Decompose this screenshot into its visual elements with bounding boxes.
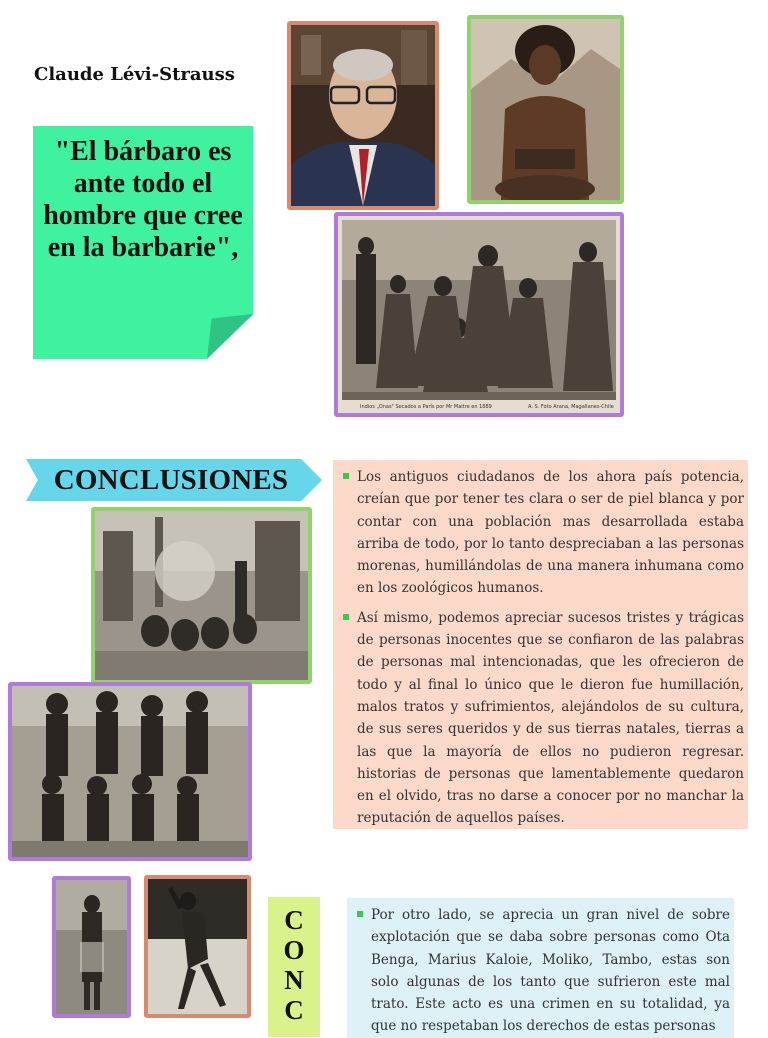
vertical-banner-text (268, 905, 320, 1025)
dancing-person-photo (144, 875, 251, 1018)
vertical-letter: N (284, 965, 304, 995)
quote-text: "El bárbaro es ante todo el hombre que cree en la barbarie", (43, 136, 243, 263)
standing-person-photo (52, 876, 131, 1018)
conclusion-bullet-2: Así mismo, podemos apreciar sucesos tristes y trágicas de personas inocentes que se confiaron de las palabras de personas mal intencionadas, que les ofrecieron de todo y al final lo único que le dieron fue humillación, malos tratos y sufrimientos, alejándolos de su cultura, de sus seres queridos y de sus tierras natales, tierras a las que la mayoría de ellos no pudieron regresar. historias de personas que lamentablemente quedaron en el olvido, tras no darse a conocer por no manchar la reputación de aquellos países. (337, 607, 744, 830)
group-men-photo (8, 682, 252, 861)
campfire-group-photo (91, 507, 312, 684)
second-bullet-1: Por otro lado, se aprecia un gran nivel de sobre explotación que se daba sobre personas como Ota Benga, Marius Kaloie, Moliko, Tambo, estas son solo algunas de los tanto que sufrieron este mal trato. Este acto es una crimen en su totalidad, ya que no respetaban los derechos de estas personas (351, 904, 730, 1038)
group-photo-paris-1889 (334, 212, 624, 417)
second-text-box (347, 898, 734, 1038)
conclusion-bullet-1: Los antiguos ciudadanos de los ahora país potencia, creían que por tener tes clara o ser de piel blanca y por contar con una población mas desarrollada estaba arriba de todo, por lo tanto despreciaban a las personas morenas, humillándolas de una manera inhumana como en los zoológicos humanos. (337, 466, 744, 600)
vertical-letter: O (283, 935, 305, 965)
vertical-letter: C (284, 995, 304, 1025)
vertical-letter: C (284, 905, 304, 935)
aboriginal-man-photo (467, 15, 624, 204)
group-photo-caption-right: A. S. Foto Arana, Magallanes-Chile (528, 404, 614, 410)
author-name: Claude Lévi-Strauss (34, 64, 235, 85)
group-photo-caption-left: Indios „Onas" Secados a París por Mr Maitre en 1889 (360, 404, 492, 410)
portrait-photo (287, 21, 439, 210)
conclusions-title: CONCLUSIONES (53, 464, 289, 496)
conclusions-text-box (333, 460, 748, 829)
